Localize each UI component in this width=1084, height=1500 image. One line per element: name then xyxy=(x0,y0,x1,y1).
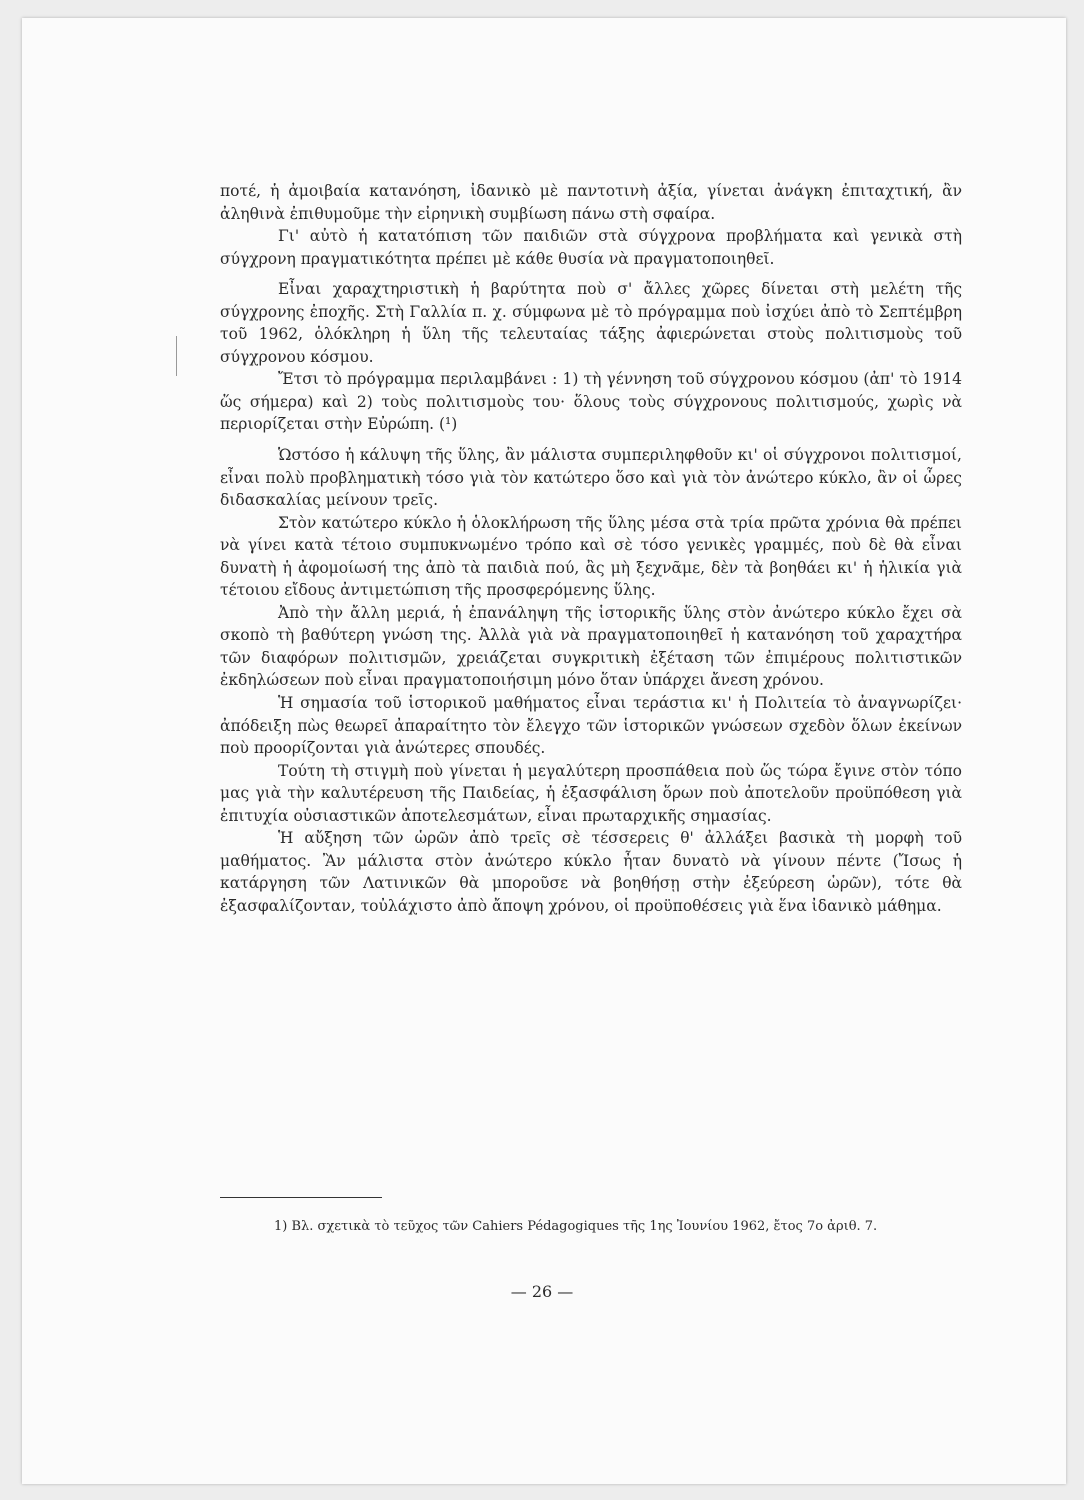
paragraph-1: ποτέ, ἡ ἀμοιβαία κατανόηση, ἰδανικὸ μὲ παντοτινὴ ἀξία, γίνεται ἀνάγκη ἐπιταχτική, ἂν ἀληθινὰ ἐπιθυμοῦμε τὴν εἰρηνικὴ συμβίωση πάνω στὴ σφαίρα. xyxy=(220,182,962,223)
body-text xyxy=(220,180,962,918)
paragraph-10: Ἡ αὔξηση τῶν ὡρῶν ἀπὸ τρεῖς σὲ τέσσερεις θ' ἀλλάξει βασικὰ τὴ μορφὴ τοῦ μαθήματος. Ἂν μάλιστα στὸν ἀνώτερο κύκλο ἦταν δυνατὸ νὰ γίνουν πέντε (Ἴσως ἡ κατάργηση τῶν Λατινικῶν θὰ μποροῦσε νὰ βοηθήσῃ στὴν ἐξεύρεση ὡρῶν), τότε θὰ ἐξασφαλίζονταν, τοὐλάχιστο ἀπὸ ἄποψη χρόνου, οἱ προϋποθέσεις γιὰ ἕνα ἰδανικὸ μάθημα. xyxy=(220,829,962,915)
footnote-text: 1) Βλ. σχετικὰ τὸ τεῦχος τῶν Cahiers Pédagogiques τῆς 1ης Ἰουνίου 1962, ἔτος 7ο ἀριθ. 7. xyxy=(274,1219,878,1234)
margin-mark xyxy=(176,336,177,376)
paragraph-4: Ἔτσι τὸ πρόγραμμα περιλαμβάνει : 1) τὴ γέννηση τοῦ σύγχρονου κόσμου (ἀπ' τὸ 1914 ὥς σήμερα) καὶ 2) τοὺς πολιτισμοὺς του· ὅλους τοὺς σύγχρονους πολιτισμούς, χωρὶς νὰ περιορίζεται στὴν Εὐρώπη. (¹) xyxy=(220,370,962,434)
paragraph-2: Γι' αὐτὸ ἡ κατατόπιση τῶν παιδιῶν στὰ σύγχρονα προβλήματα καὶ γενικὰ στὴ σύγχρονη πραγματικότητα πρέπει μὲ κάθε θυσία νὰ πραγματοποιηθεῖ. xyxy=(220,227,962,268)
footnote-rule xyxy=(220,1197,382,1198)
paragraph-9: Τούτη τὴ στιγμὴ ποὺ γίνεται ἡ μεγαλύτερη προσπάθεια ποὺ ὥς τώρα ἔγινε στὸν τόπο μας γιὰ τὴν καλυτέρευση τῆς Παιδείας, ἡ ἐξασφάλιση ὅρων ποὺ ἀποτελοῦν προϋπόθεση γιὰ ἐπιτυχία οὐσιαστικῶν ἀποτελεσμάτων, εἶναι πρωταρχικῆς σημασίας. xyxy=(220,761,962,825)
paragraph-5: Ὡστόσο ἡ κάλυψη τῆς ὕλης, ἂν μάλιστα συμπεριληφθοῦν κι' οἱ σύγχρονοι πολιτισμοί, εἶναι πολὺ προβληματικὴ τόσο γιὰ τὸν κατώτερο ὅσο καὶ γιὰ τὸν ἀνώτερο κύκλο, ἂν οἱ ὧρες διδασκαλίας μείνουν τρεῖς. xyxy=(220,446,962,510)
paragraph-3: Εἶναι χαραχτηριστικὴ ἡ βαρύτητα ποὺ σ' ἄλλες χῶρες δίνεται στὴ μελέτη τῆς σύγχρονης ἐποχῆς. Στὴ Γαλλία π. χ. σύμφωνα μὲ τὸ πρόγραμμα ποὺ ἰσχύει ἀπὸ τὸ Σεπτέμβρη τοῦ 1962, ὁλόκληρη ἡ ὕλη τῆς τελευταίας τάξης ἀφιερώνεται στοὺς πολιτισμοὺς τοῦ σύγχρονου κόσμου. xyxy=(220,280,962,366)
paragraph-6: Στὸν κατώτερο κύκλο ἡ ὁλοκλήρωση τῆς ὕλης μέσα στὰ τρία πρῶτα χρόνια θὰ πρέπει νὰ γίνει κατὰ τέτοιο συμπυκνωμένο τρόπο καὶ σὲ τόσο γενικὲς γραμμές, ποὺ δὲ θὰ εἶναι δυνατὴ ἡ ἀφομοίωσή της ἀπὸ τὰ παιδιὰ πού, ἂς μὴ ξεχνᾶμε, δὲν τὰ βοηθάει κι' ἡ ἡλικία γιὰ τέτοιου εἴδους ἀντιμετώπιση τῆς προσφερόμενης ὕλης. xyxy=(220,513,962,600)
paragraph-7: Ἀπὸ τὴν ἄλλη μεριά, ἡ ἐπανάληψη τῆς ἱστορικῆς ὕλης στὸν ἀνώτερο κύκλο ἔχει σὰ σκοπὸ τὴ βαθύτερη γνώση της. Ἀλλὰ γιὰ νὰ πραγματοποιηθεῖ ἡ κατανόηση τοῦ χαραχτήρα τῶν διαφόρων πολιτισμῶν, χρειάζεται συγκριτικὴ ἐξέταση τῶν ἐπιμέρους πολιτιστικῶν ἐκδηλώσεων ποὺ εἶναι πραγματοποιήσιμη μόνο ὅταν ὑπάρχει ἄνεση χρόνου. xyxy=(220,603,962,690)
page-number: — 26 — xyxy=(510,1282,574,1301)
paragraph-8: Ἡ σημασία τοῦ ἱστορικοῦ μαθήματος εἶναι τεράστια κι' ἡ Πολιτεία τὸ ἀναγνωρίζει· ἀπόδειξη πὼς θεωρεῖ ἀπαραίτητο τὸν ἔλεγχο τῶν ἱστορικῶν γνώσεων σχεδὸν ὅλων ἐκείνων ποὺ προορίζονται γιὰ ἀνώτερες σπουδές. xyxy=(220,694,962,758)
footnote xyxy=(220,1216,962,1238)
